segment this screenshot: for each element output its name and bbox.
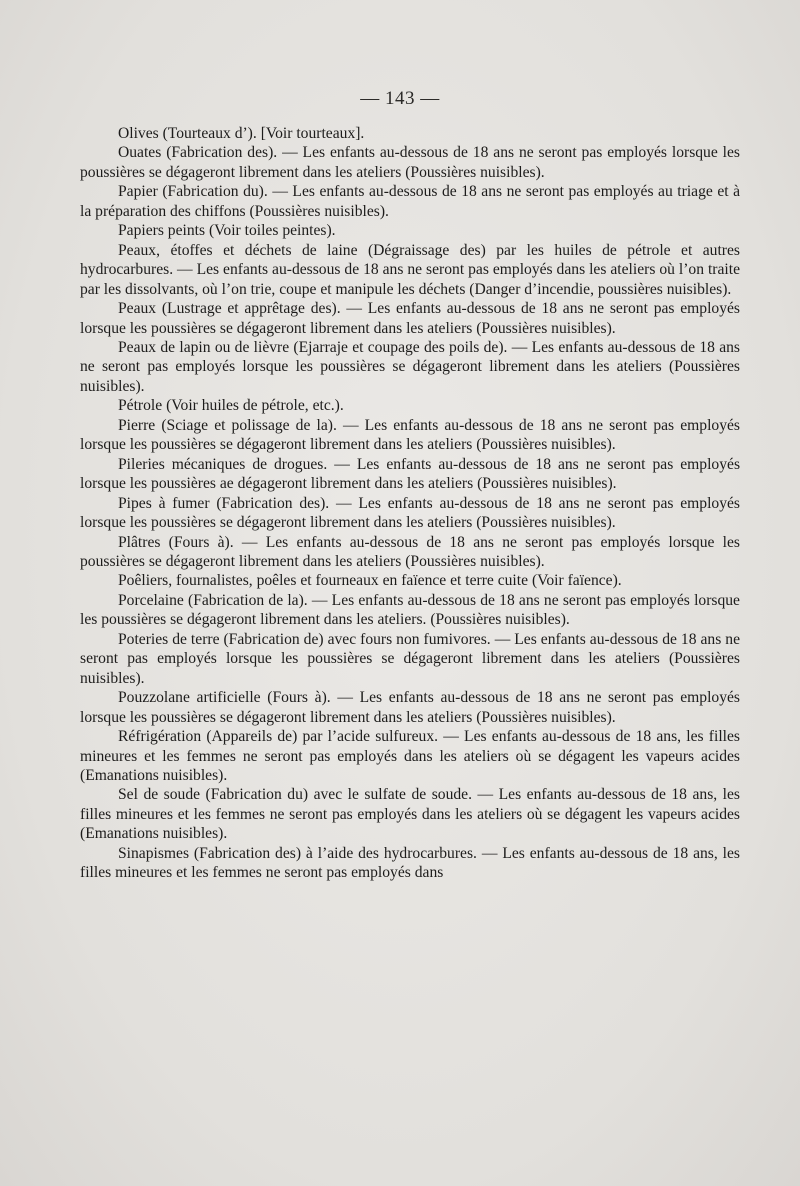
entry-text: (Voir huiles de pétrole, etc.). [166, 397, 344, 415]
entry-heading: Peaux de lapin ou de lièvre (Ejarraje et coupage des poils de). [118, 338, 508, 356]
entry-paragraph [80, 727, 740, 785]
entry-paragraph [80, 844, 740, 883]
entry-paragraph [80, 221, 740, 240]
entry-text: — Les enfants au-dessous de 18 ans ne seront pas employés lorsque les poussières se dégageront librement dans les ateliers (Poussières nuisibles). [80, 338, 740, 395]
entry-text: — Les enfants au-dessous de 18 ans ne seront pas employés au triage et à la préparation des chiffons (Poussières nuisibles). [80, 183, 741, 220]
entry-paragraph [80, 630, 740, 688]
entry-paragraph [80, 124, 740, 143]
entry-text: — Les enfants au-dessous de 18 ans ne seront pas employés lorsque les poussières ae dégageront librement dans les ateliers (Poussières nuisibles). [80, 455, 741, 493]
entry-text: (Voir faïence). [531, 572, 622, 590]
entry-paragraph [80, 785, 740, 843]
entry-paragraph [80, 494, 740, 533]
entry-paragraph [80, 241, 740, 299]
entry-heading: Olives (Tourteaux d’). [118, 125, 257, 142]
entry-paragraph [80, 571, 740, 590]
entry-heading: Plâtres (Fours à). [118, 533, 234, 551]
entry-heading: Pouzzolane artificielle (Fours à). [118, 689, 331, 707]
entry-text: — Les enfants au-dessous de 18 ans ne seront pas employés lorsque les poussières se dégageront librement dans les ateliers (Poussières nuisibles). [80, 630, 740, 687]
entry-text: (Voir toiles peintes). [208, 222, 336, 240]
entry-text: — Les enfants au-dessous de 18 ans, les filles mineures et les femmes ne seront pas employés dans [80, 844, 740, 882]
entry-paragraph [80, 533, 740, 572]
entry-text: — Les enfants au-dessous de 18 ans ne seront pas employés lorsque les poussières se dégageront librement dans les ateliers. (Poussières nuisibles). [80, 591, 740, 629]
entry-text: — Les enfants au-dessous de 18 ans ne seront pas employés lorsque les poussières se dégageront librement dans les ateliers (Poussières nuisibles). [80, 533, 740, 570]
entry-heading: Poteries de terre (Fabrication de) avec fours non fumivores. [118, 630, 491, 648]
entry-text: — Les enfants au-dessous de 18 ans ne seront pas employés lorsque les poussières se dégageront librement dans les ateliers (Poussières nuisibles). [80, 494, 740, 532]
entry-heading: Pétrole [118, 397, 163, 415]
entry-paragraph [80, 143, 740, 182]
entry-heading: Porcelaine (Fabrication de la). [118, 591, 308, 609]
entry-heading: Sel de soude (Fabrication du) avec le sulfate de soude. [118, 786, 473, 804]
body-text [80, 124, 740, 883]
entry-text: — Les enfants au-dessous de 18 ans, les filles mineures et les femmes ne seront pas employés dans les ateliers où se dégagent les vapeurs acides (Emanations nuisibles). [80, 728, 740, 784]
entry-heading: Peaux, étoffes et déchets de laine (Dégraissage des) par les huiles de pétrole et autres hydrocarbures. [80, 241, 740, 279]
entry-paragraph [80, 338, 740, 396]
entry-paragraph [80, 591, 740, 630]
entry-heading: Réfrigération (Appareils de) par l’acide sulfureux. [118, 728, 439, 746]
entry-heading: Sinapismes (Fabrication des) à l’aide des hydrocarbures. [118, 844, 477, 862]
entry-text: — Les enfants au-dessous de 18 ans ne seront pas employés lorsque les poussières se dégageront librement dans les ateliers (Poussières nuisibles). [80, 300, 741, 337]
entry-heading: Ouates (Fabrication des). [118, 144, 278, 162]
entry-paragraph [80, 182, 740, 221]
entry-text: — Les enfants au-dessous de 18 ans ne seront pas employés dans les ateliers où l’on traite par les dissolvants, où l’on trie, coupe et manipule les déchets (Danger d’incendie, poussières nuisibles). [80, 261, 740, 298]
entry-text: — Les enfants au-dessous de 18 ans ne seront pas employés lorsque les poussières se dégageront librement dans les ateliers (Poussières nuisibles). [80, 144, 740, 181]
entry-text: — Les enfants au-dessous de 18 ans, les filles mineures et les femmes ne seront pas employés dans les ateliers où se dégagent les vapeurs acides (Emanations nuisibles). [80, 786, 740, 843]
entry-heading: Pipes à fumer (Fabrication des). [118, 494, 330, 512]
entry-paragraph [80, 455, 740, 494]
entry-text: — Les enfants au-dessous de 18 ans ne seront pas employés lorsque les poussières se dégageront librement dans les ateliers (Poussières nuisibles). [80, 416, 740, 454]
entry-paragraph [80, 299, 740, 338]
entry-heading: Poêliers, fournalistes, poêles et fourneaux en faïence et terre cuite [118, 572, 529, 590]
entry-text: [Voir tourteaux]. [260, 125, 365, 142]
entry-heading: Pileries mécaniques de drogues. [118, 455, 328, 473]
entry-heading: Papier (Fabrication du). [118, 183, 268, 201]
entry-paragraph [80, 396, 740, 415]
entry-heading: Pierre (Sciage et polissage de la). [118, 416, 337, 434]
entry-text: — Les enfants au-dessous de 18 ans ne seront pas employés lorsque les poussières se dégageront librement dans les ateliers (Poussières nuisibles). [80, 689, 741, 726]
entry-paragraph [80, 688, 740, 727]
entry-paragraph [80, 416, 740, 455]
entry-heading: Papiers peints [118, 222, 206, 240]
entry-heading: Peaux (Lustrage et apprêtage des). [118, 300, 341, 318]
page-number: — 143 — [360, 88, 440, 109]
